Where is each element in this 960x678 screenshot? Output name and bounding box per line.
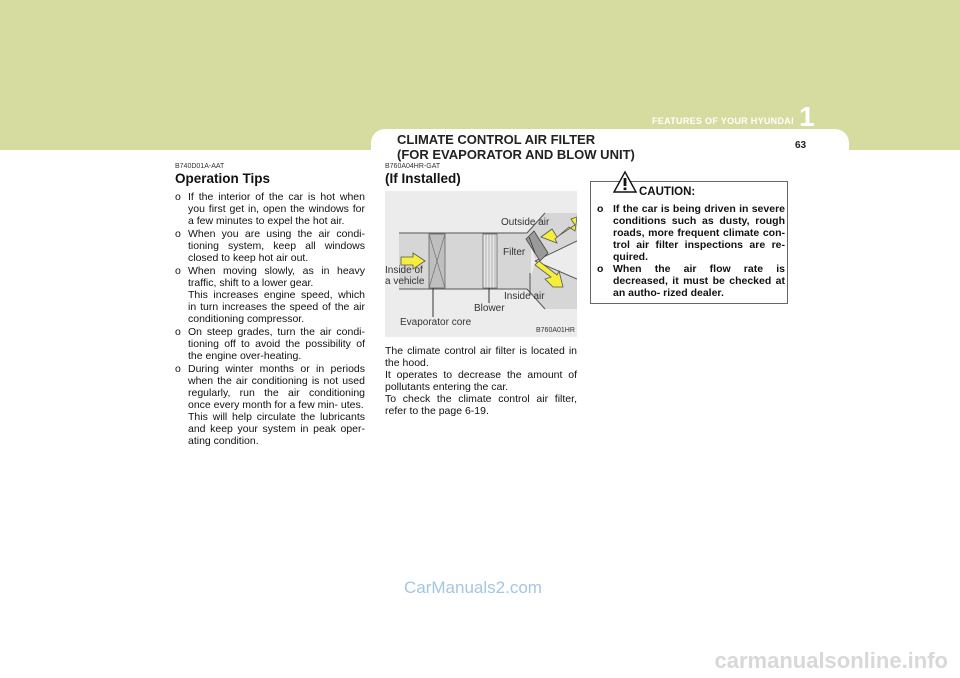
air-filter-diagram-svg <box>385 191 577 337</box>
carmanuals-watermark: CarManuals2.com <box>404 578 542 597</box>
caution-box <box>590 181 788 304</box>
outside-air-label: Outside air <box>501 217 550 228</box>
section-title <box>397 132 635 162</box>
filter-label: Filter <box>503 247 526 258</box>
figure-code: B760A01HR <box>536 327 575 334</box>
inside-air-label: Inside air <box>504 291 545 302</box>
list-item: o When you are using the air condi- tioning system, keep all windows closed to keep hot air out. <box>175 228 365 264</box>
operation-tips-list <box>175 191 365 447</box>
air-filter-diagram <box>385 191 577 337</box>
operation-tips-code: B740D01A-AAT <box>175 163 225 170</box>
section-title-line2: (FOR EVAPORATOR AND BLOW UNIT) <box>397 147 635 162</box>
caution-list <box>597 203 785 299</box>
air-filter-body: The climate control air filter is located in the hood. It operates to decrease the amount of pollutants entering the car. To check the climate control air filter, refer to the page 6-19. <box>385 345 577 417</box>
warning-triangle-icon <box>613 170 637 194</box>
list-item: o When the air flow rate is decreased, it must be checked at an autho- rized dealer. <box>597 263 785 299</box>
caution-title: CAUTION: <box>639 186 696 198</box>
header-band <box>0 0 960 150</box>
list-item: o On steep grades, turn the air condi- tioning off to avoid the possibility of the engine over-heating. <box>175 326 365 362</box>
air-filter-code: B760A04HR-GAT <box>385 163 441 170</box>
section-title-line1: CLIMATE CONTROL AIR FILTER <box>397 132 596 147</box>
page-number: 63 <box>795 140 807 151</box>
operation-tips-heading: Operation Tips <box>175 171 271 186</box>
air-filter-section <box>385 163 577 417</box>
list-item: o If the car is being driven in severe conditions such as dusty, rough roads, more frequent climate con- trol air filter inspections are re- quired. <box>597 203 785 263</box>
blower-label: Blower <box>474 303 505 314</box>
chapter-title: FEATURES OF YOUR HYUNDAI <box>652 116 794 126</box>
carmanualsonline-watermark: carmanualsonline.info <box>714 648 948 673</box>
operation-tips-section <box>175 163 365 448</box>
list-item: o When moving slowly, as in heavy traffic, shift to a lower gear. This increases engine speed, which in turn increases the speed of the air conditioning compressor. <box>175 265 365 325</box>
inside-of-vehicle-label: Inside of a vehicle <box>385 265 425 287</box>
chapter-number: 1 <box>799 101 815 132</box>
air-filter-heading: (If Installed) <box>385 171 461 186</box>
evaporator-core-label: Evaporator core <box>400 317 472 328</box>
list-item: o During winter months or in periods when the air conditioning is not used regularly, run the air conditioning once every month for a few min- utes. This will help circulate the lubricants and keep your system in peak oper- ating condition. <box>175 363 365 447</box>
list-item: o If the interior of the car is hot when you first get in, open the windows for a few minutes to expel the hot air. <box>175 191 365 227</box>
